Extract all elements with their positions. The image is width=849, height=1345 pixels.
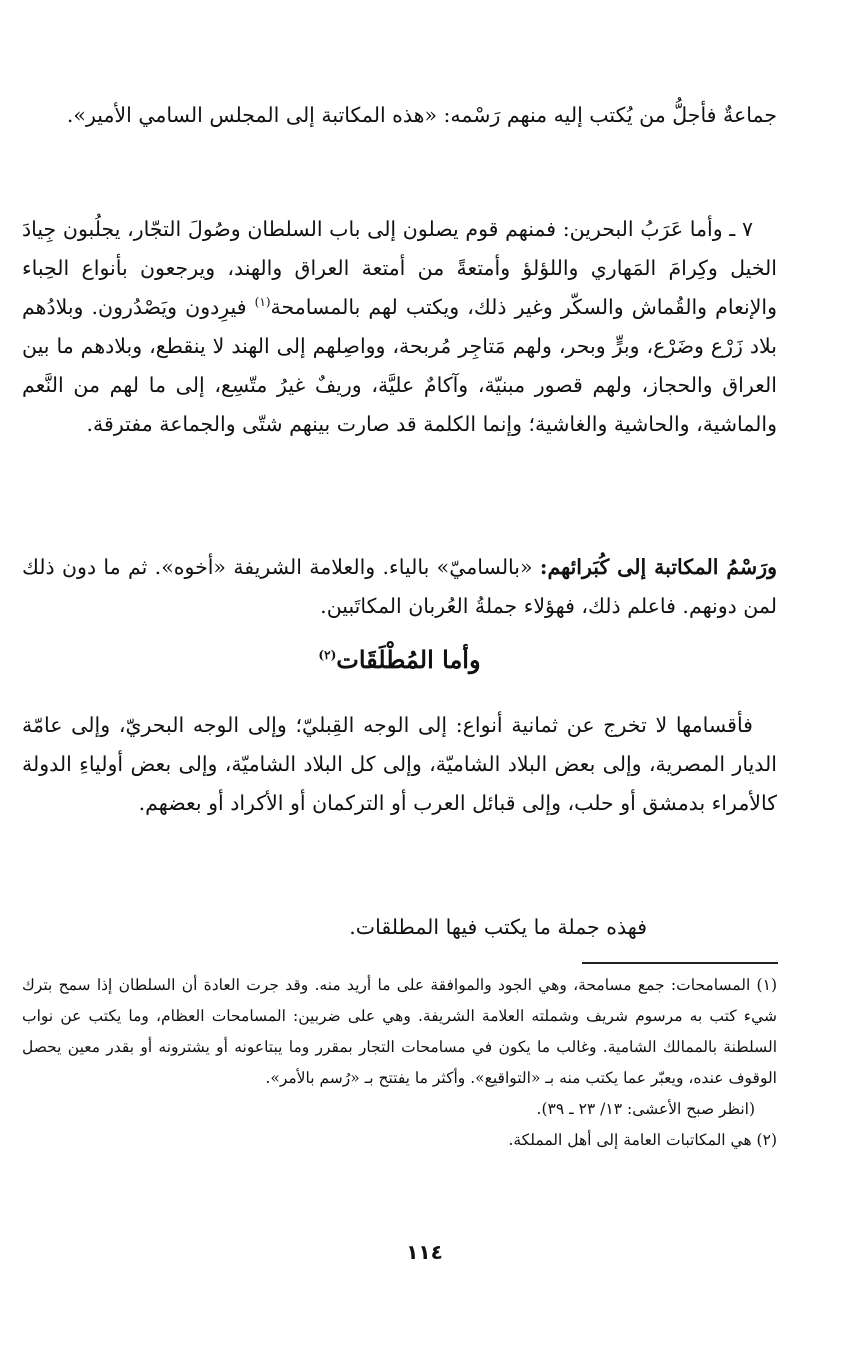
bold-lead-phrase: ورَسْمُ المكاتبة إلى كُبَرائهم: [539,555,778,579]
footnote-separator [582,962,778,964]
paragraph-bahrain-arabs [22,210,777,444]
page-number: ١١٤ [406,1240,443,1264]
paragraph-summary [22,908,777,947]
paragraph-text: «بالساميّ» بالياء. والعلامة الشريفة «أخوه». ثم ما دون ذلك لمن دونهم. فاعلم ذلك، فهؤلاء جملةُ العُربان المكاتَبين. [22,555,777,618]
heading-text: وأما المُطْلَقَات [336,645,481,674]
footnote-2: (٢) هي المكاتبات العامة إلى أهل المملكة. [508,1131,777,1149]
footnotes [22,970,777,1156]
paragraph-text: ٧ ـ وأما عَرَبُ البحرين: فمنهم قوم يصلون إلى باب السلطان وصُولَ التجّار، يجلُبون جِيادَ الخيل وكِرامَ المَهاري واللؤلؤ وأمتعةً من أمتعة العراق والهند، ويرجعون بأنواع الحِباء والإنعام والقُماش والسكّر وغير ذلك، ويكتب لهم بالمسامحة [22,217,777,319]
footnote-1: (١) المسامحات: جمع مسامحة، وهي الجود والموافقة على ما أريد منه. وقد جرت العادة أن السلطان إذا سمح بترك شيء كتب به مرسوم شريف وشملته العلامة الشريفة. وهي على ضربين: المسامحات العظام، وما يكتب عن نواب السلطنة بالممالك الشامية. وغالب ما يكون في مسامحات التجار بمقرر وما يبتاعونه أو يشترونه أو بقدر معين يحصل الوقوف عنده، ويعبّر عما يكتب منه بـ «التواقيع». وأكثر ما يفتتح بـ «رُسم بالأمر». [22,976,777,1087]
paragraph-categories [22,706,777,823]
footnote-reference: (٢) [318,648,337,662]
footnote-reference: (١) [254,295,271,310]
paragraph-correspondence-style [22,548,777,626]
section-heading [22,640,777,680]
paragraph-text: جماعةٌ فأجلُّ من يُكتب إليه منهم رَسْمه: «هذه المكاتبة إلى المجلس السامي الأمير». [66,103,777,127]
paragraph-arab-addressing [22,96,777,135]
paragraph-text-continued: فيرِدون ويَصْدُرون. وبلادُهم بلاد زَرْع وضَرْع، وبرٍّ وبحر، ولهم مَتاجِر مُربحة، وواصِلهم إلى الهند لا ينقطع، وبلادهم ما بين العراق والحجاز، ولهم قصور مبنيّة، وآكامٌ عليَّة، وريفٌ غيرُ متّسِع، إلى ما لهم من النَّعم والماشية، والحاشية والغاشية؛ وإنما الكلمة قد صارت بينهم شتّى والجماعة مفترقة. [22,295,777,436]
paragraph-text: فهذه جملة ما يكتب فيها المطلقات. [349,915,647,939]
paragraph-text: فأقسامها لا تخرج عن ثمانية أنواع: إلى الوجه القِبليّ؛ وإلى الوجه البحريّ، وإلى عامّة الديار المصرية، وإلى بعض البلاد الشاميّة، وإلى كل البلاد الشاميّة، وإلى بعض أولياءِ الدولة كالأمراء بدمشق أو حلب، وإلى قبائل العرب أو التركمان أو الأكراد أو بعضهم. [22,713,777,815]
footnote-1-reference: (انظر صبح الأعشى: ١٣/ ٢٣ ـ ٣٩). [536,1100,755,1118]
